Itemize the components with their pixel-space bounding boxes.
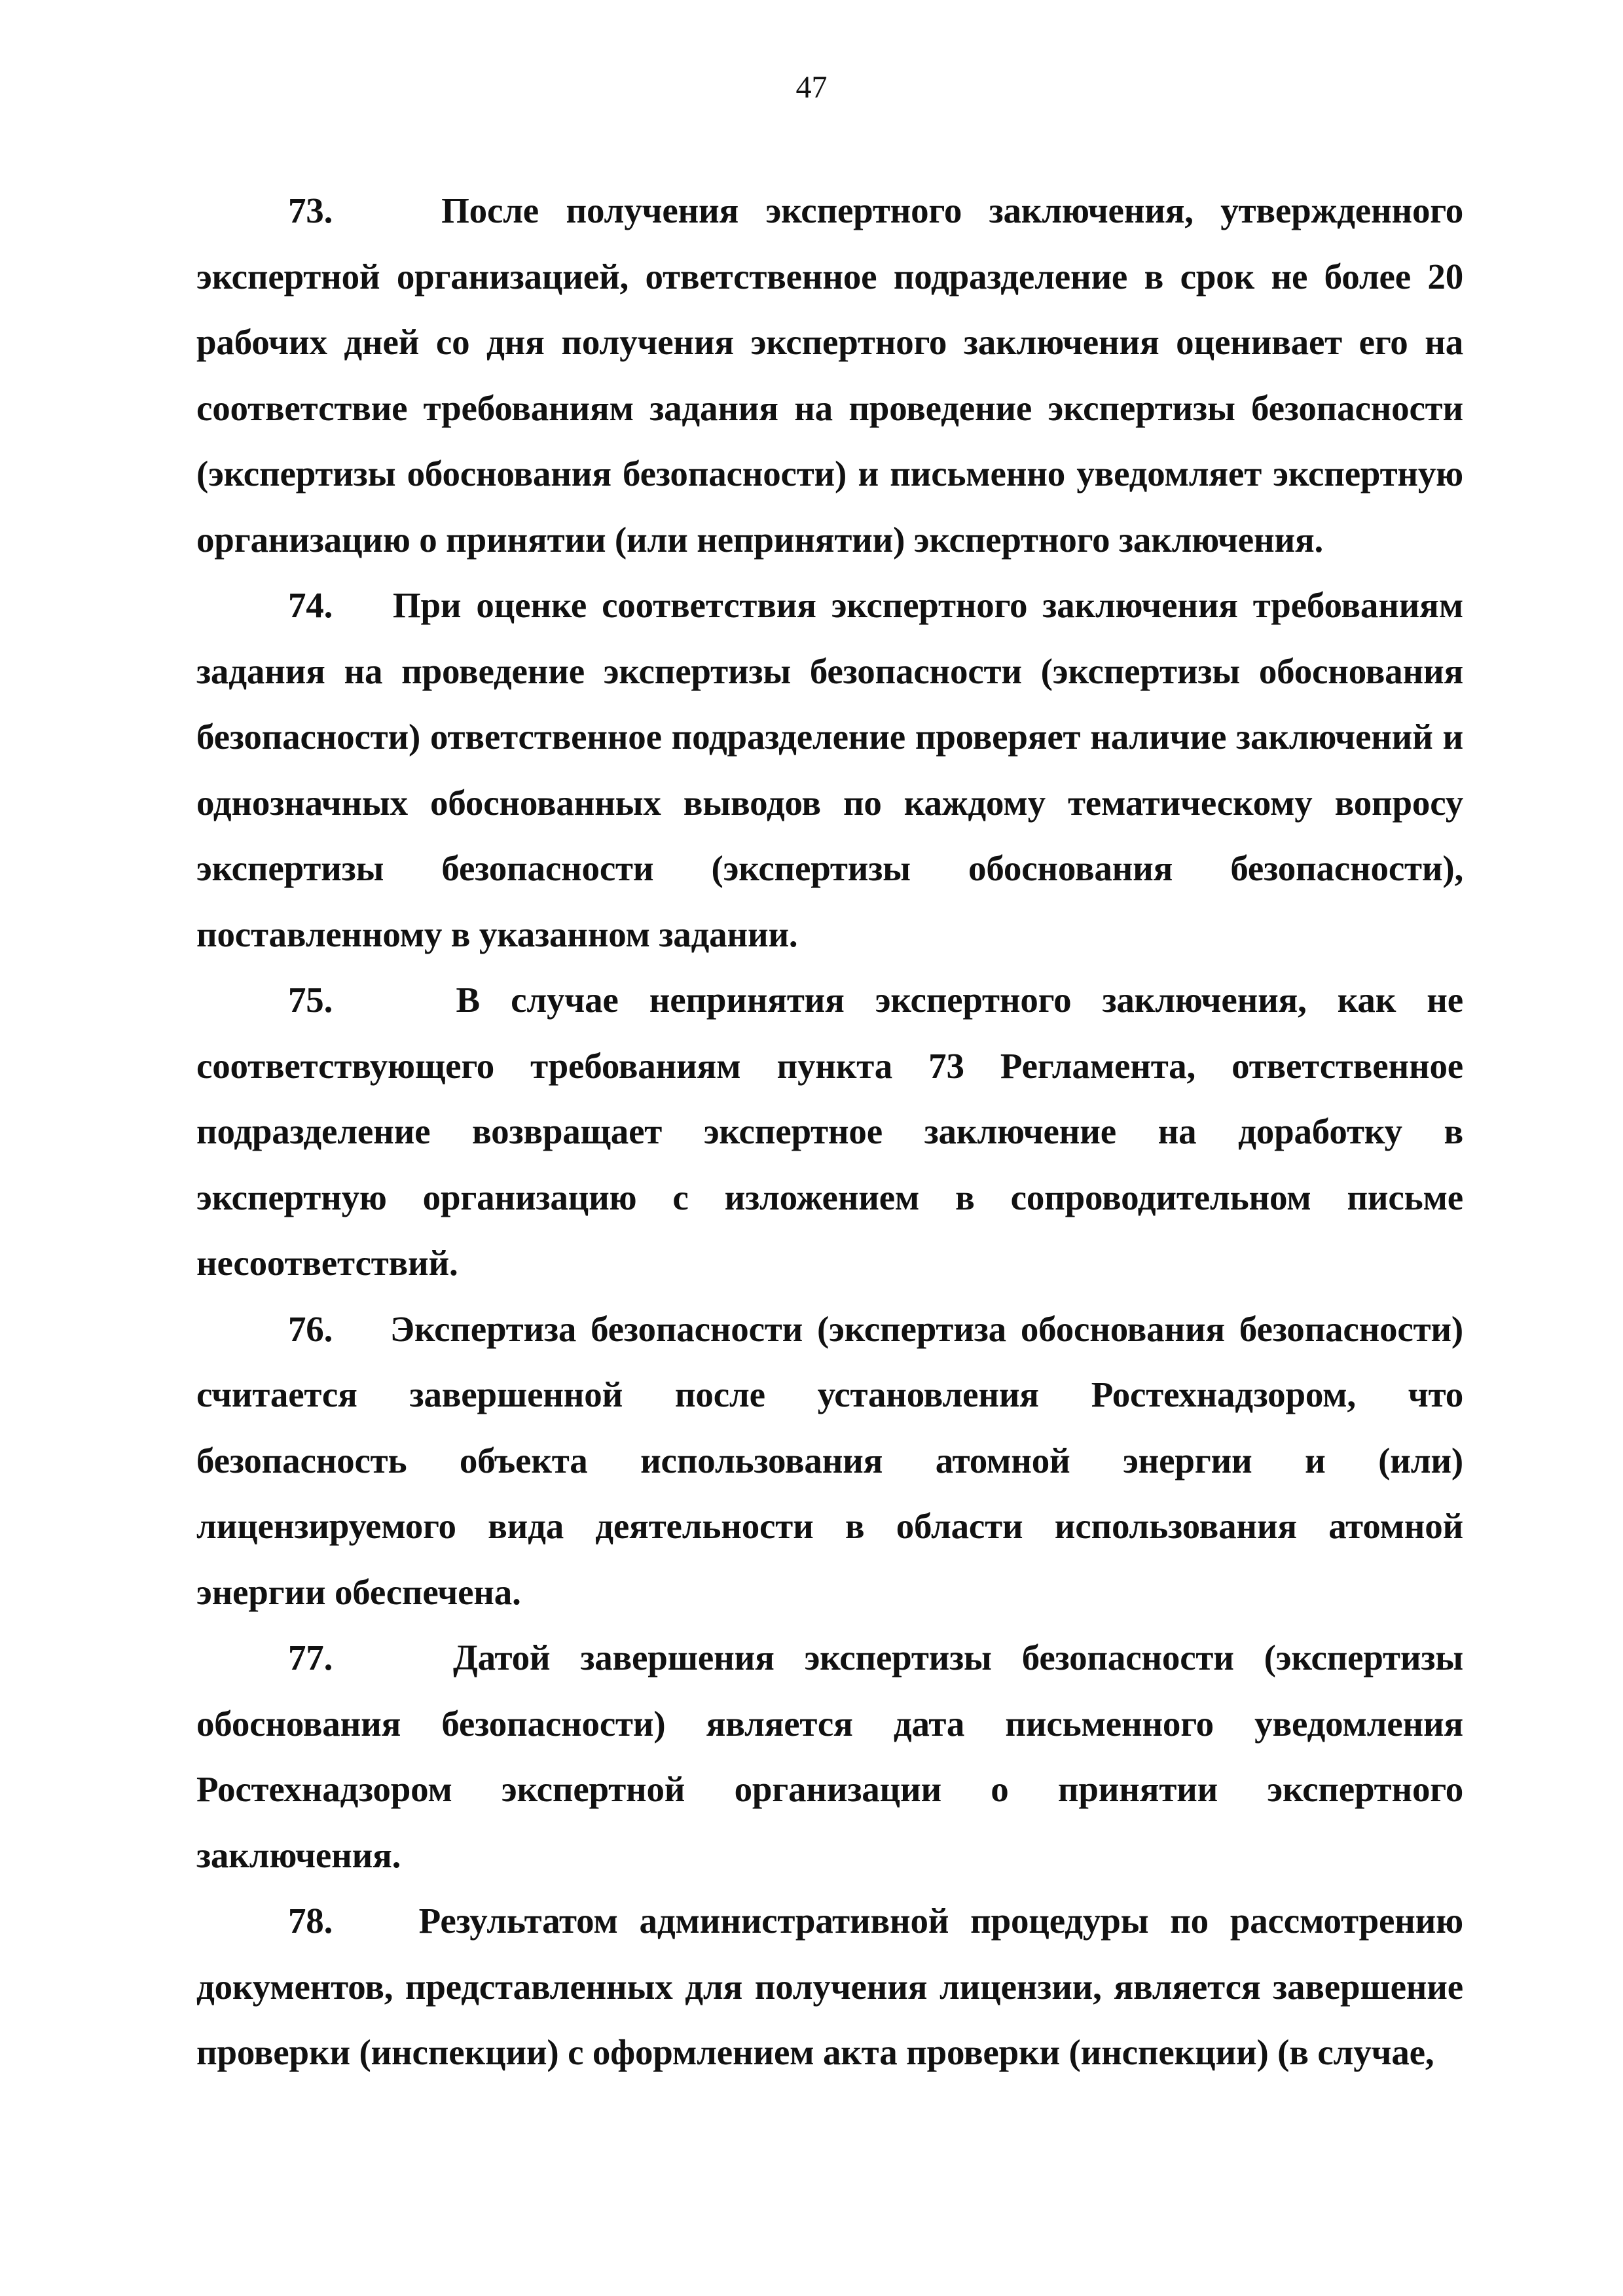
paragraph-text: Результатом административной процедуры по рассмотрению документов, представленных для получения лицензии, является завершение проверки (инспекции) с оформлением акта проверки (инспекции) (в случае, xyxy=(196,1901,1463,2072)
paragraph-text: В случае непринятия экспертного заключения, как не соответствующего требованиям пункта 73 Регламента, ответственное подразделение возвращает экспертное заключение на доработку в экспертную организацию с изложением в сопроводительном письме несоответствий. xyxy=(196,980,1463,1283)
paragraph-74 xyxy=(196,573,1463,967)
paragraph-number: 75. xyxy=(288,980,333,1020)
page-number: 47 xyxy=(795,70,828,105)
paragraph-75 xyxy=(196,967,1463,1297)
paragraph-number: 77. xyxy=(288,1638,333,1677)
paragraph-number: 78. xyxy=(288,1901,333,1941)
paragraph-text: Датой завершения экспертизы безопасности (экспертизы обоснования безопасности) является дата письменного уведомления Ростехнадзором экспертной организации о принятии экспертного заключения. xyxy=(196,1638,1463,1875)
paragraph-number: 74. xyxy=(288,585,333,625)
paragraph-number: 73. xyxy=(288,190,333,230)
paragraph-text: После получения экспертного заключения, утвержденного экспертной организацией, ответственное подразделение в срок не более 20 рабочих дней со дня получения экспертного заключения оценивает его на соответствие требованиям задания на проведение экспертизы безопасности (экспертизы обоснования безопасности) и письменно уведомляет экспертную организацию о принятии (или непринятии) экспертного заключения. xyxy=(196,190,1463,560)
paragraph-78 xyxy=(196,1888,1463,2086)
paragraph-text: Экспертиза безопасности (экспертиза обоснования безопасности) считается завершенной после установления Ростехнадзором, что безопасность объекта использования атомной энергии и (или) лицензируемого вида деятельности в области использования атомной энергии обеспечена. xyxy=(196,1308,1463,1612)
document-body xyxy=(196,178,1463,2086)
paragraph-text: При оценке соответствия экспертного заключения требованиям задания на проведение экспертизы безопасности (экспертизы обоснования безопасности) ответственное подразделение проверяет наличие заключений и однозначных обоснованных выводов по каждому тематическому вопросу экспертизы безопасности (экспертизы обоснования безопасности), поставленному в указанном задании. xyxy=(196,585,1463,954)
paragraph-number: 76. xyxy=(288,1308,333,1349)
paragraph-73 xyxy=(196,178,1463,573)
paragraph-77 xyxy=(196,1625,1463,1888)
paragraph-76 xyxy=(196,1297,1463,1626)
